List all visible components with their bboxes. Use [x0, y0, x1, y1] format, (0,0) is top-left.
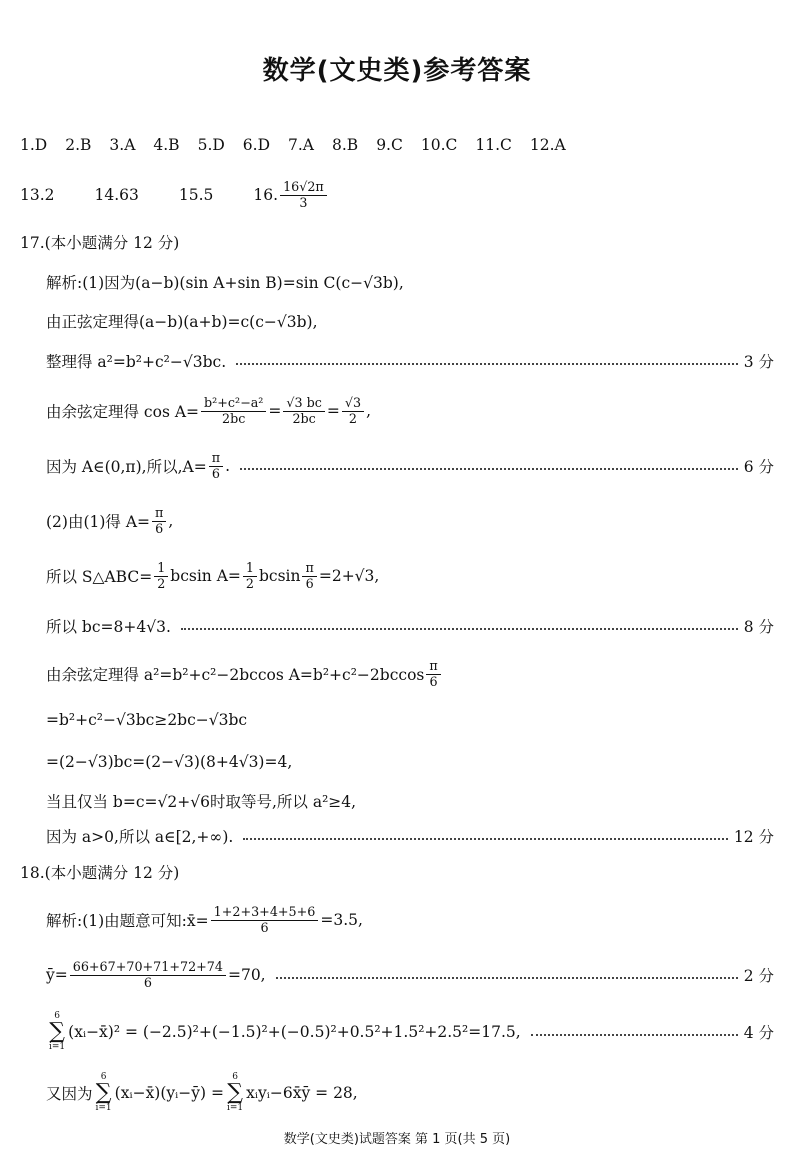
- answer-1: 1.D: [20, 136, 48, 154]
- fraction: $\frac{\pi}{6}$: [209, 451, 223, 481]
- q18-line-1: 解析:(1)由题意可知:x̄= $\frac{1+2+3+4+5+6}{6}$ =3.5,: [46, 903, 363, 935]
- q17-line-13: 因为 a>0,所以 a∈[2,+∞). 12 分: [0, 816, 794, 856]
- fraction-numerator: 16√2π: [280, 180, 327, 196]
- q18-line-4: 又因为 6 ∑ i=1 (xᵢ−x̄)(yᵢ−ȳ) = 6 ∑ i=1 xᵢyᵢ−6x̄ȳ = 28,: [46, 1072, 358, 1113]
- q17-line-12: 当且仅当 b=c=√2+√6时取等号,所以 a²≥4,: [46, 793, 357, 811]
- q17-line-1: 解析:(1)因为(a−b)(sin A+sin B)=sin C(c−√3b),: [46, 274, 404, 292]
- q17-line-10: =b²+c²−√3bc≥2bc−√3bc: [46, 711, 248, 729]
- dot-leader: [240, 468, 738, 470]
- page-footer: 数学(文史类)试题答案 第 1 页(共 5 页): [283, 1132, 511, 1147]
- fraction: $\frac{\pi}{6}$: [152, 506, 166, 536]
- q18-line-3: 6 ∑ i=1 (xᵢ−x̄)² = (−2.5)²+(−1.5)²+(−0.5)²+0.5²+1.5²+2.5²=17.5, 4 分: [0, 1012, 794, 1052]
- answer-16-label: 16.: [253, 186, 279, 204]
- q18-line-2: ȳ= $\frac{66+67+70+71+72+74}{6}$ =70, 2 分: [0, 955, 794, 995]
- fraction: $\frac{\pi}{6}$: [426, 659, 440, 689]
- answer-4: 4.B: [153, 136, 180, 154]
- answer-13: 13.2: [20, 186, 55, 204]
- answer-8: 8.B: [332, 136, 359, 154]
- score-label: 3 分: [743, 353, 774, 371]
- q17-line-7: 所以 S△ABC= $\frac{1}{2}$ bcsin A= $\frac{1}{2}$ bcsin $\frac{\pi}{6}$ =2+√3,: [46, 559, 380, 591]
- q17-line-8: 所以 bc=8+4√3. 8 分: [0, 606, 794, 646]
- answer-7: 7.A: [288, 136, 314, 154]
- fraction: $\frac{1}{2}$: [243, 561, 257, 591]
- fraction: $\frac{√3 bc}{2bc}$: [283, 396, 324, 426]
- fraction: $\frac{\pi}{6}$: [302, 561, 316, 591]
- q17-line-6: (2)由(1)得 A= $\frac{\pi}{6}$ ,: [46, 504, 174, 536]
- fraction: $\frac{\text{b²+c²−a²}}{2bc}$: [201, 396, 266, 426]
- score-label: 2 分: [743, 967, 774, 985]
- fraction: $\frac{66+67+70+71+72+74}{6}$: [70, 960, 226, 990]
- fill-answers-row: [0, 175, 794, 215]
- choice-answers-row: [0, 125, 794, 165]
- score-label: 8 分: [743, 618, 774, 636]
- q17-line-5: 因为 A∈(0,π),所以,A= $\frac{\pi}{6}$ . 6 分: [0, 446, 794, 486]
- q17-line-4: 由余弦定理得 cos A= $\frac{\text{b²+c²−a²}}{2bc}$ = $\frac{√3 bc}{2bc}$ = $\frac{√3}{2}$ ,: [46, 394, 371, 426]
- dot-leader: [243, 838, 728, 840]
- dot-leader: [531, 1034, 738, 1036]
- score-label: 4 分: [743, 1024, 774, 1042]
- dot-leader: [276, 977, 738, 979]
- fraction: $\frac{1}{2}$: [154, 561, 168, 591]
- answer-15: 15.5: [178, 186, 214, 204]
- answer-6: 6.D: [242, 136, 271, 154]
- answer-14: 14.63: [94, 186, 139, 204]
- q17-header: 17.(本小题满分 12 分): [20, 234, 180, 252]
- q17-line-2: 由正弦定理得(a−b)(a+b)=c(c−√3b),: [46, 313, 318, 331]
- answer-5: 5.D: [197, 136, 225, 154]
- q17-line-9: 由余弦定理得 a²=b²+c²−2bccos A=b²+c²−2bccos $\frac{\pi}{6}$: [0, 654, 794, 694]
- page-title: 数学(文史类)参考答案: [262, 56, 532, 86]
- fraction: $\frac{1+2+3+4+5+6}{6}$: [211, 905, 319, 935]
- score-label: 6 分: [743, 458, 774, 476]
- summation-sign: 6 ∑ i=1: [226, 1072, 244, 1113]
- q17-line-3: 整理得 a²=b²+c²−√3bc. 3 分: [0, 341, 794, 381]
- answer-12: 12.A: [529, 136, 566, 154]
- answer-16-fraction: [280, 180, 327, 210]
- q17-line-11: =(2−√3)bc=(2−√3)(8+4√3)=4,: [46, 753, 293, 771]
- summation-sign: 6 ∑ i=1: [95, 1072, 112, 1113]
- fraction-denominator: 3: [299, 194, 308, 210]
- summation-sign: 6 ∑ i=1: [49, 1011, 66, 1052]
- dot-leader: [181, 628, 738, 630]
- q18-header: 18.(本小题满分 12 分): [20, 864, 180, 882]
- answer-3: 3.A: [109, 136, 136, 154]
- answer-11: 11.C: [475, 136, 512, 154]
- score-label: 12 分: [733, 828, 774, 846]
- fraction: $\frac{√3}{2}$: [342, 396, 364, 426]
- dot-leader: [236, 363, 738, 365]
- answer-9: 9.C: [376, 136, 403, 154]
- answer-10: 10.C: [420, 136, 458, 154]
- answer-2: 2.B: [65, 136, 92, 154]
